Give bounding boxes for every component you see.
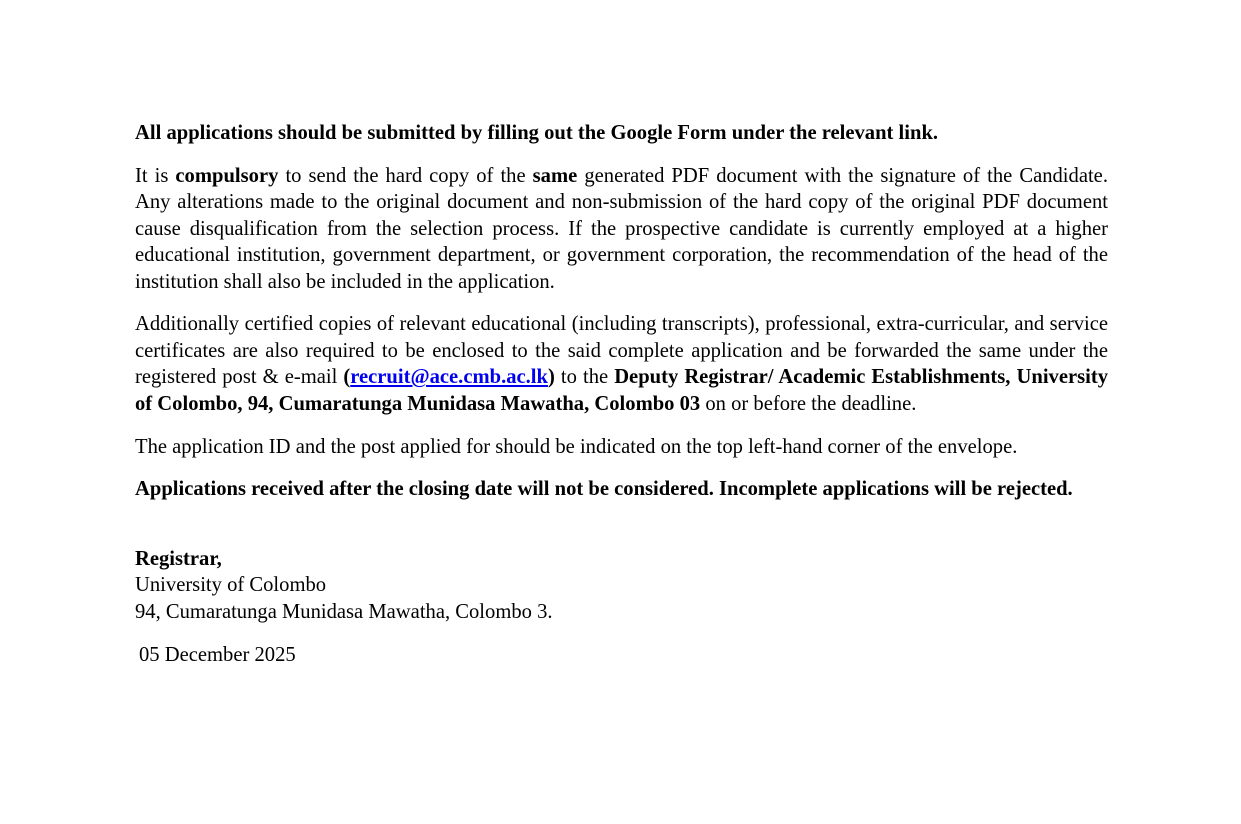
document-date: 05 December 2025	[139, 643, 296, 666]
envelope-paragraph: The application ID and the post applied for should be indicated on the top left-hand corner of the envelope.	[135, 435, 1018, 458]
signature-name: Registrar,	[135, 547, 222, 570]
document-body	[135, 120, 1108, 685]
certificates-run-recipient: Deputy Registrar/ Academic Establishments, University of Colombo, 94, Cumaratunga Munidasa Mawatha, Colombo 03	[135, 366, 1109, 415]
signature-address: 94, Cumaratunga Munidasa Mawatha, Colombo 3.	[135, 600, 553, 623]
hardcopy-run-rest: generated PDF document with the signature of the Candidate. Any alterations made to the original document and non-submission of the hard copy of the original PDF document cause disqualification from the selection process. If the prospective candidate is currently employed at a higher educational institution, government department, or government corporation, the recommendation of the head of the institution shall also be included in the application.	[135, 164, 1108, 293]
hardcopy-run-same: same	[532, 164, 578, 187]
certificates-paragraph	[135, 311, 1108, 417]
certificates-paren-close: )	[547, 366, 555, 389]
certificates-run-to-the: to the	[554, 366, 615, 389]
intro-paragraph: All applications should be submitted by filling out the Google Form under the relevant link.	[135, 122, 939, 144]
hardcopy-run-mid: to send the hard copy of the	[278, 164, 533, 187]
certificates-paren-open: (	[343, 366, 351, 389]
signature-block	[135, 546, 1108, 625]
recruit-email-link[interactable]: recruit@ace.cmb.ac.lk	[350, 366, 548, 389]
certificates-run-suffix: on or before the deadline.	[700, 392, 917, 415]
hardcopy-run-compulsory: compulsory	[175, 164, 279, 187]
hardcopy-run-prefix: It is	[135, 164, 176, 187]
signature-org: University of Colombo	[135, 574, 327, 597]
hardcopy-paragraph	[135, 163, 1108, 295]
certificates-run-prefix: Additionally certified copies of relevant educational (including transcripts), professional, extra-curricular, and service certificates are also required to be enclosed to the said complete application and be forwarded the same under the registered post & e-mail	[135, 313, 1108, 389]
closing-paragraph: Applications received after the closing date will not be considered. Incomplete applications will be rejected.	[135, 478, 1073, 501]
